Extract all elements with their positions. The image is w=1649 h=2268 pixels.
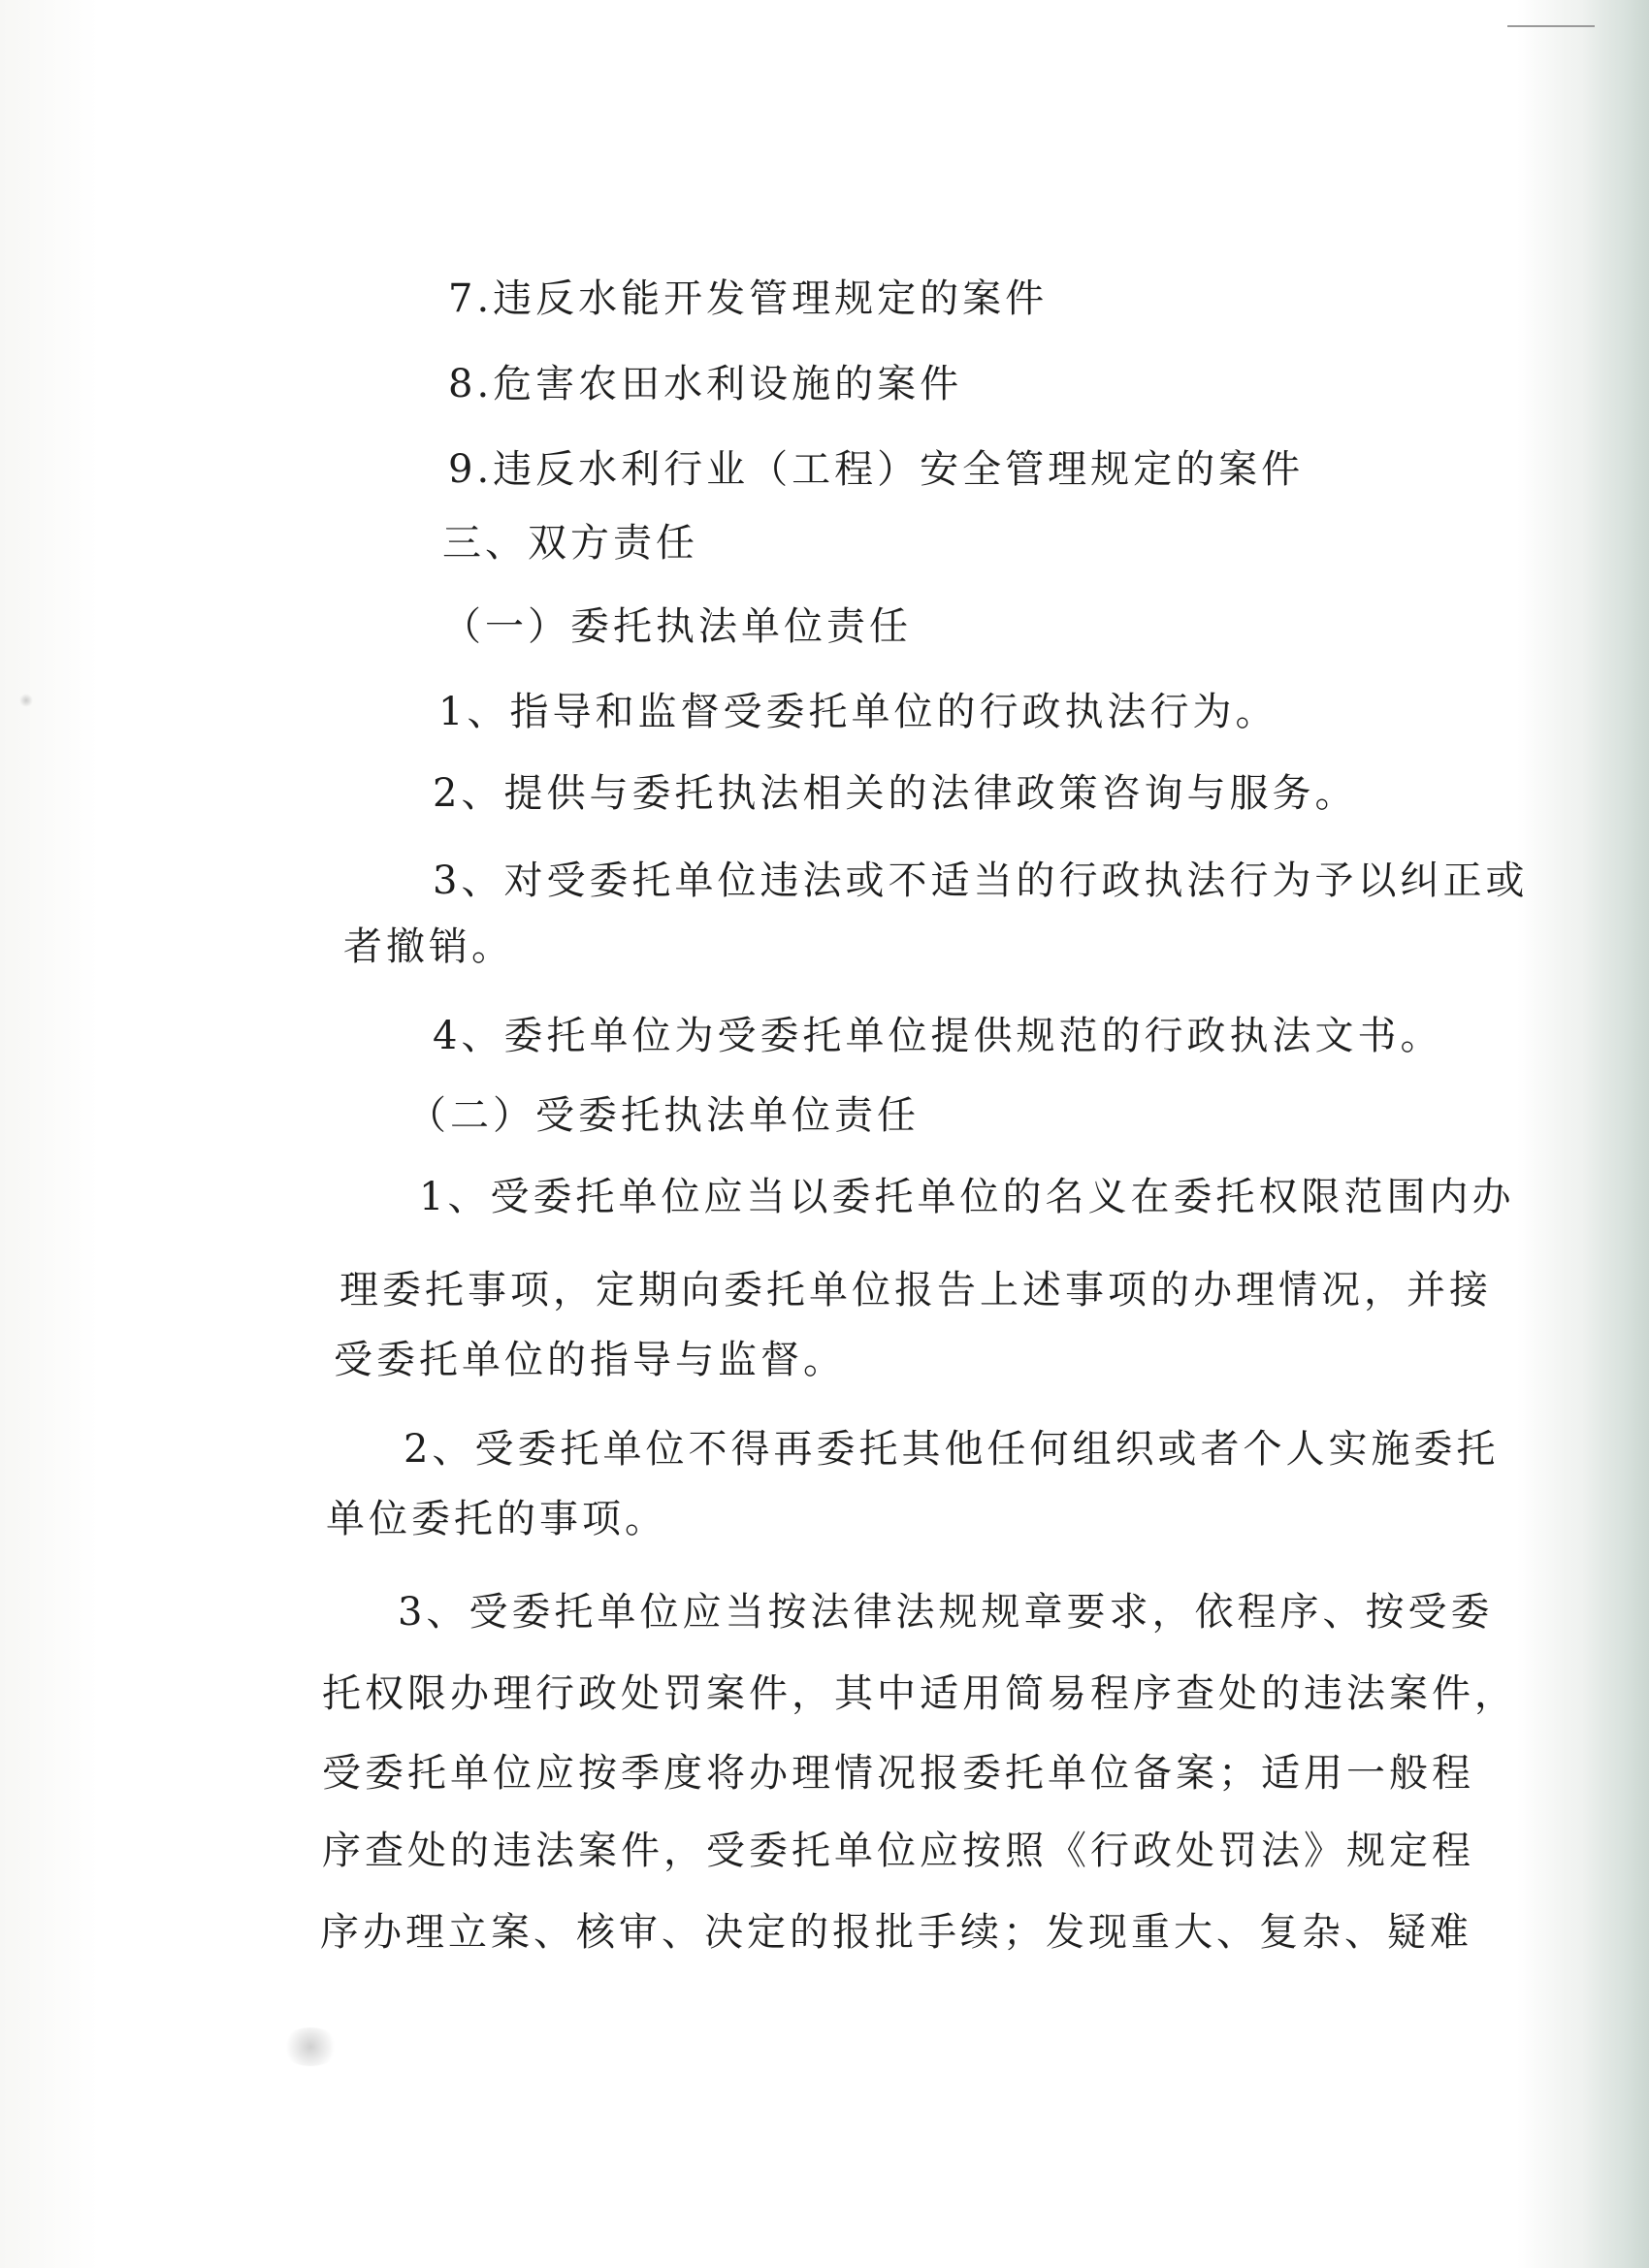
paragraph-line: 3、对受委托单位违法或不适当的行政执法行为予以纠正或 bbox=[433, 859, 1529, 903]
section-heading-3: 三、双方责任 bbox=[442, 521, 698, 566]
list-item-7: 7.违反水能开发管理规定的案件 bbox=[448, 276, 1049, 321]
scan-shadow-edge bbox=[1581, 0, 1649, 2268]
paragraph-line: 单位委托的事项。 bbox=[326, 1497, 667, 1541]
top-edge-mark bbox=[1507, 25, 1595, 27]
paragraph-line: 1、指导和监督受委托单位的行政执法行为。 bbox=[438, 690, 1278, 734]
paragraph-line: 2、受委托单位不得再委托其他任何组织或者个人实施委托 bbox=[404, 1427, 1500, 1472]
list-item-9: 9.违反水利行业（工程）安全管理规定的案件 bbox=[448, 447, 1305, 492]
subsection-heading-1: （一）委托执法单位责任 bbox=[442, 604, 912, 649]
paragraph-line: 1、受委托单位应当以委托单位的名义在委托权限范围内办 bbox=[419, 1175, 1515, 1219]
paragraph-line: 理委托事项，定期向委托单位报告上述事项的办理情况，并接 bbox=[340, 1268, 1492, 1312]
paragraph-line: 托权限办理行政处罚案件，其中适用简易程序查处的违法案件， bbox=[322, 1671, 1517, 1716]
paragraph-line: 序办理立案、核审、决定的报批手续；发现重大、复杂、疑难 bbox=[320, 1910, 1472, 1955]
scan-smudge bbox=[281, 2027, 340, 2066]
paragraph-line: 序查处的违法案件，受委托单位应按照《行政处罚法》规定程 bbox=[322, 1829, 1474, 1873]
paragraph-line: 受委托单位应按季度将办理情况报委托单位备案；适用一般程 bbox=[322, 1751, 1474, 1796]
subsection-heading-2: （二）受委托执法单位责任 bbox=[407, 1093, 920, 1138]
paragraph-line: 2、提供与委托执法相关的法律政策咨询与服务。 bbox=[433, 771, 1358, 816]
paragraph-line: 4、委托单位为受委托单位提供规范的行政执法文书。 bbox=[433, 1014, 1443, 1058]
paragraph-line: 者撤销。 bbox=[343, 924, 514, 969]
paragraph-line: 3、受委托单位应当按法律法规规章要求，依程序、按受委 bbox=[398, 1590, 1494, 1635]
scan-smudge bbox=[19, 694, 33, 707]
paragraph-line: 受委托单位的指导与监督。 bbox=[334, 1338, 846, 1382]
list-item-8: 8.危害农田水利设施的案件 bbox=[448, 362, 963, 406]
